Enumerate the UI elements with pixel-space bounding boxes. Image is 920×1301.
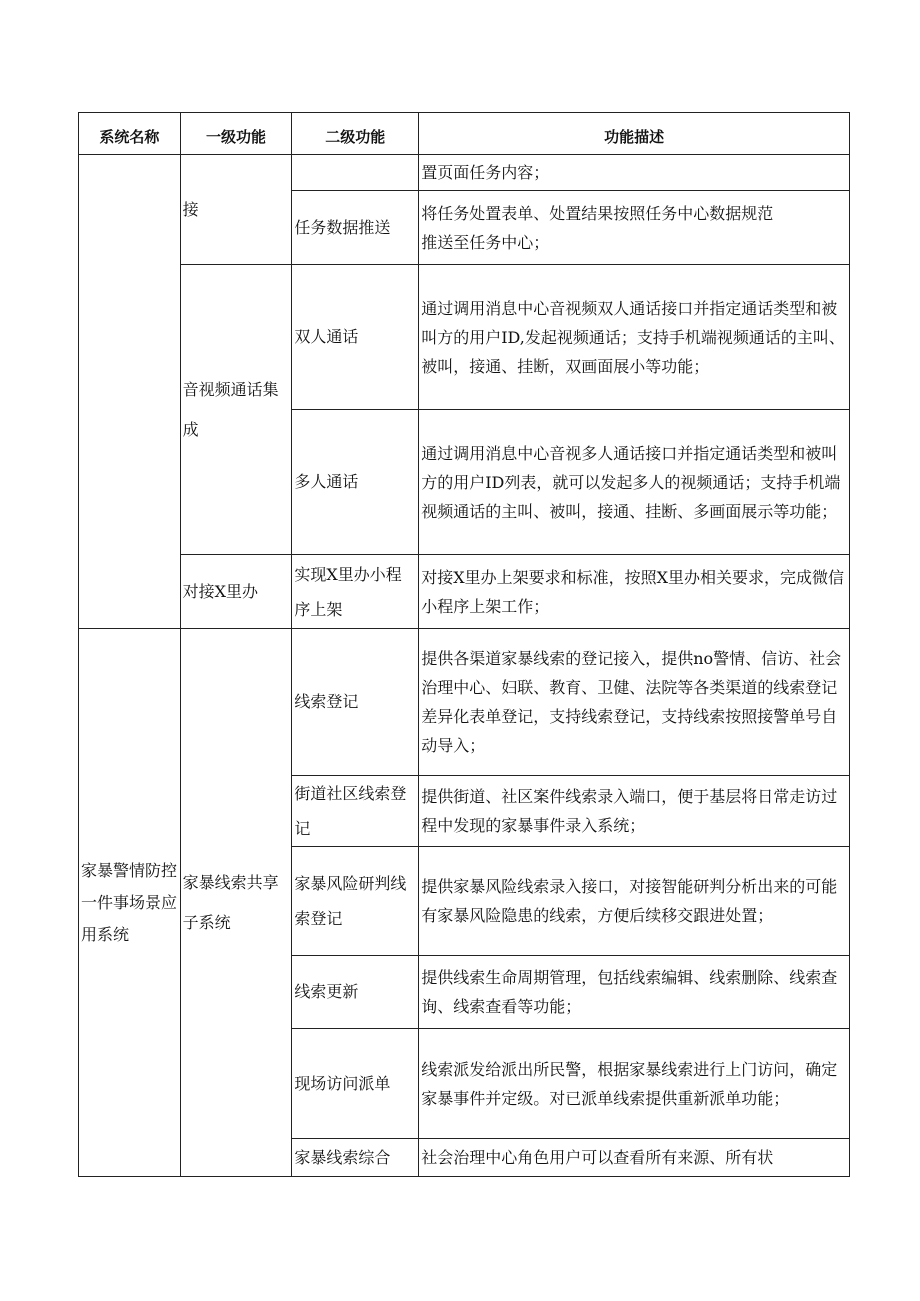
table-row: [79, 629, 850, 776]
level2-cell: 多人通话: [292, 410, 419, 555]
table-header-row: [79, 113, 850, 155]
level1-cell: 音视频通话集成: [180, 265, 292, 555]
description-cell: 对接X里办上架要求和标准，按照X里办相关要求，完成微信小程序上架工作；: [419, 555, 850, 629]
description-cell: 线索派发给派出所民警，根据家暴线索进行上门访问，确定家暴事件并定级。对已派单线索提供重新派单功能；: [419, 1029, 850, 1139]
table-row: [79, 155, 850, 191]
description-cell: 置页面任务内容；: [419, 155, 850, 191]
description-cell: 提供各渠道家暴线索的登记接入，提供no警情、信访、社会治理中心、妇联、教育、卫健、法院等各类渠道的线索登记差异化表单登记，支持线索登记，支持线索按照接警单号自动导入；: [419, 629, 850, 776]
function-spec-table: [78, 112, 850, 1177]
system-name-cell-empty: [79, 155, 181, 629]
level2-cell: 街道社区线索登记: [292, 776, 419, 847]
header-description: 功能描述: [419, 113, 850, 155]
header-system-name: 系统名称: [79, 113, 181, 155]
level1-cell: 家暴线索共享子系统: [180, 629, 292, 1177]
description-cell: [419, 191, 850, 265]
description-cell: 通过调用消息中心音视多人通话接口并指定通话类型和被叫方的用户ID列表，就可以发起多人的视频通话；支持手机端视频通话的主叫、被叫，接通、挂断、多画面展示等功能；: [419, 410, 850, 555]
description-cell: 通过调用消息中心音视频双人通话接口并指定通话类型和被叫方的用户ID,发起视频通话；支持手机端视频通话的主叫、被叫，接通、挂断，双画面展小等功能；: [419, 265, 850, 410]
level2-cell: 家暴线索综合: [292, 1139, 419, 1177]
table-row: [79, 265, 850, 410]
description-line: 推送至任务中心；: [421, 232, 550, 252]
header-level2: 二级功能: [292, 113, 419, 155]
header-level1: 一级功能: [180, 113, 292, 155]
description-cell: 提供家暴风险线索录入接口，对接智能研判分析出来的可能有家暴风险隐患的线索，方便后续移交跟进处置；: [419, 847, 850, 956]
level1-cell: 对接X里办: [180, 555, 292, 629]
level2-cell: 现场访问派单: [292, 1029, 419, 1139]
table-row: [79, 555, 850, 629]
description-cell: 提供街道、社区案件线索录入端口，便于基层将日常走访过程中发现的家暴事件录入系统；: [419, 776, 850, 847]
level2-cell: [292, 155, 419, 191]
level2-cell: 线索登记: [292, 629, 419, 776]
level2-cell: 实现X里办小程序上架: [292, 555, 419, 629]
level2-cell: 家暴风险研判线索登记: [292, 847, 419, 956]
description-cell: 社会治理中心角色用户可以查看所有来源、所有状: [419, 1139, 850, 1177]
system-name-cell: 家暴警情防控一件事场景应用系统: [79, 629, 181, 1177]
level2-cell: 双人通话: [292, 265, 419, 410]
level2-cell: 任务数据推送: [292, 191, 419, 265]
level2-cell: 线索更新: [292, 956, 419, 1029]
description-cell: 提供线索生命周期管理，包括线索编辑、线索删除、线索查询、线索查看等功能；: [419, 956, 850, 1029]
description-line: 将任务处置表单、处置结果按照任务中心数据规范: [421, 203, 774, 223]
level1-cell: 接: [180, 155, 292, 265]
